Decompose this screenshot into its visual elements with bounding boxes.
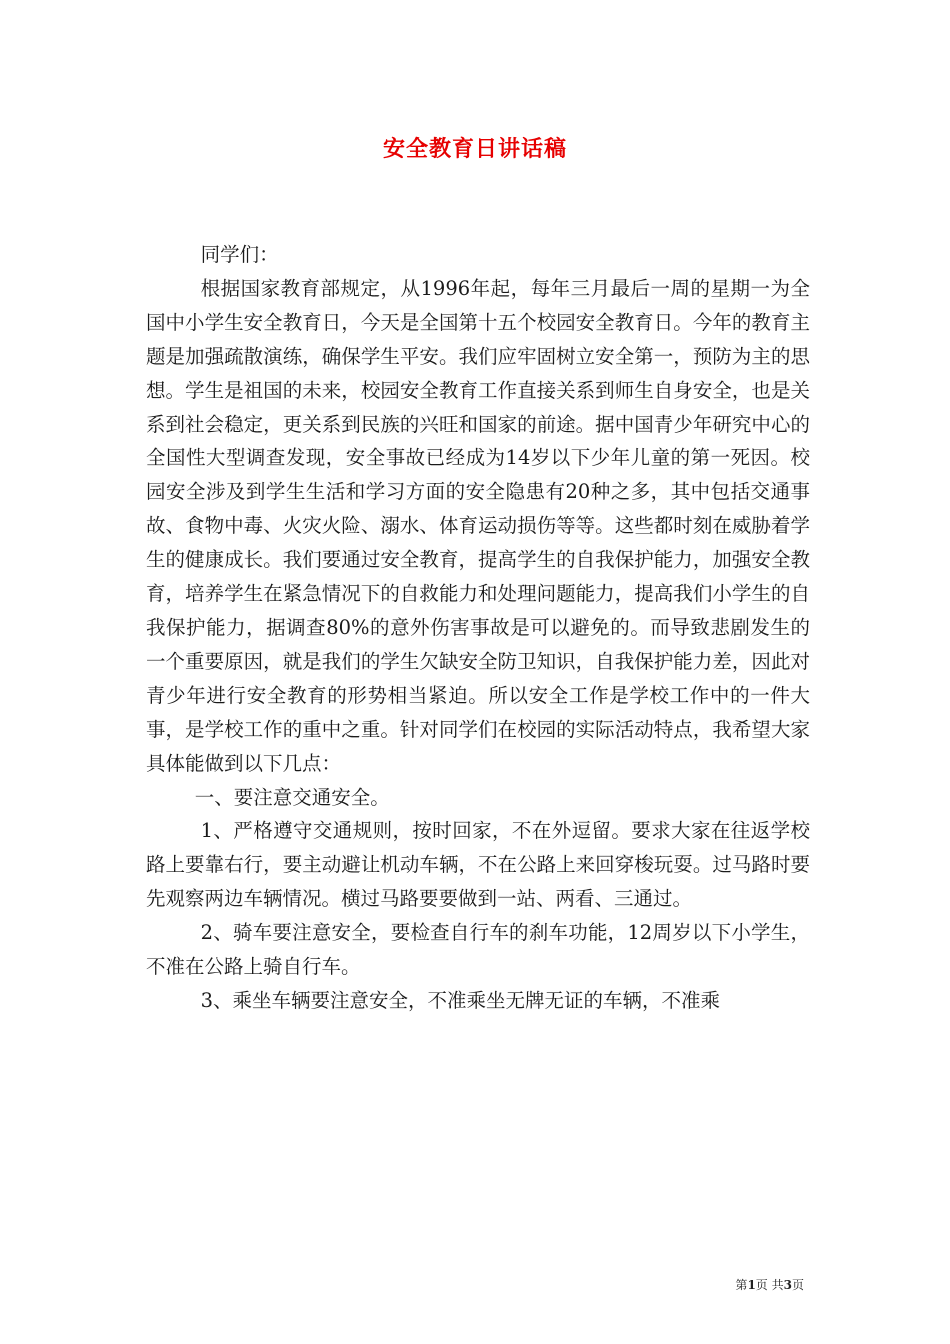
page-number-footer — [735, 1276, 804, 1293]
document-title: 安全教育日讲话稿 — [382, 136, 567, 162]
footer-total-pages: 3 — [783, 1278, 792, 1292]
footer-middle: 页 共 — [755, 1278, 784, 1292]
paragraph-intro: 根据国家教育部规定，从1996年起，每年三月最后一周的星期一为全国中小学生安全教育日，今天是全国第十五个校园安全教育日。今年的教育主题是加强疏散演练，确保学生平安。我们应牢固树立安全第一，预防为主的思想。学生是祖国的未来，校园安全教育工作直接关系到师生自身安全，也是关系到社会稳定，更关系到民族的兴旺和国家的前途。据中国青少年研究中心的全国性大型调查发现，安全事故已经成为14岁以下少年儿童的第一死因。校园安全涉及到学生生活和学习方面的安全隐患有20种之多，其中包括交通事故、食物中毒、火灾火险、溺水、体育运动损伤等等。这些都时刻在威胁着学生的健康成长。我们要通过安全教育，提高学生的自我保护能力，加强安全教育，培养学生在紧急情况下的自救能力和处理问题能力，提高我们小学生的自我保护能力，据调查80%的意外伤害事故是可以避免的。而导致悲剧发生的一个重要原因，就是我们的学生欠缺安全防卫知识，自我保护能力差，因此对青少年进行安全教育的形势相当紧迫。所以安全工作是学校工作中的一件大事，是学校工作的重中之重。针对同学们在校园的实际活动特点，我希望大家具体能做到以下几点： — [146, 276, 810, 775]
list-item-vehicle-safety: 3、乘坐车辆要注意安全，不准乘坐无牌无证的车辆，不准乘 — [200, 988, 721, 1012]
section-heading-traffic-safety: 一、要注意交通安全。 — [194, 785, 390, 809]
footer-prefix: 第 — [735, 1278, 748, 1292]
greeting: 同学们： — [200, 243, 279, 266]
footer-current-page: 1 — [747, 1278, 756, 1292]
document-body — [146, 238, 810, 1018]
list-item-cycling-safety: 2、骑车要注意安全，要检查自行车的刹车功能，12周岁以下小学生，不准在公路上骑自行车。 — [146, 921, 810, 979]
list-item-traffic-rules: 1、严格遵守交通规则，按时回家，不在外逗留。要求大家在往返学校路上要靠右行，要主动避让机动车辆，不在公路上来回穿梭玩耍。过马路时要先观察两边车辆情况。横过马路要要做到一站、两看、三通过。 — [146, 819, 810, 911]
footer-suffix: 页 — [791, 1278, 804, 1292]
